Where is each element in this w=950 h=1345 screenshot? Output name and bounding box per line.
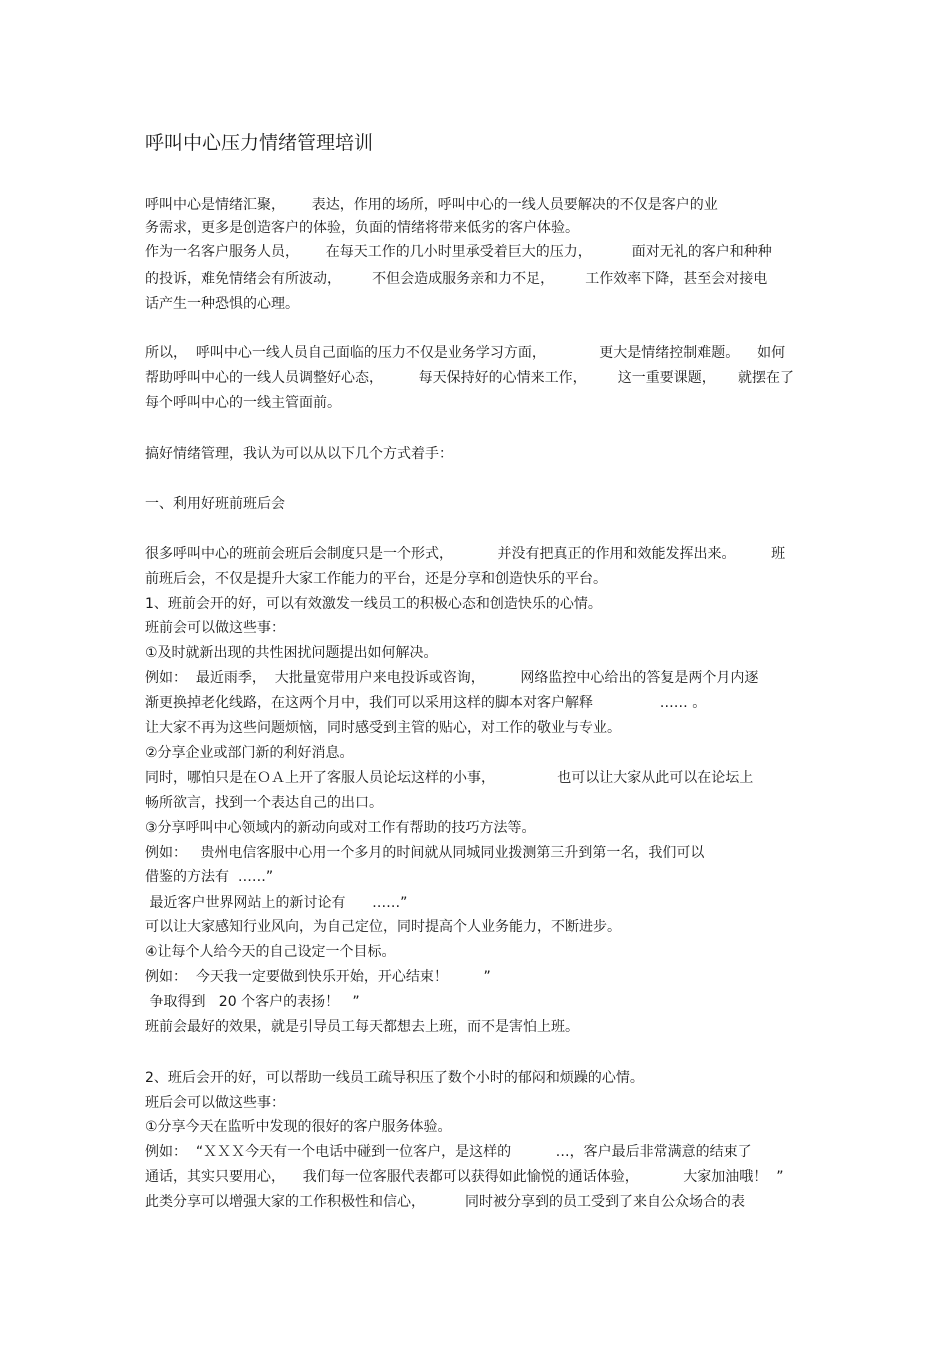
text-line: 例如： 贵州电信客服中心用一个多月的时间就从同城同业拨测第三升到第一名，我们可以	[145, 845, 705, 861]
text-line: 例如： 最近雨季， 大批量宽带用户来电投诉或咨询， 网络监控中心给出的答复是两个月内逐	[145, 670, 759, 686]
text-line: 班前会最好的效果，就是引导员工每天都想去上班，而不是害怕上班。	[145, 1019, 579, 1035]
text-line: 很多呼叫中心的班前会班后会制度只是一个形式， 并没有把真正的作用和效能发挥出来。 班	[145, 546, 786, 562]
text-line: 畅所欲言，找到一个表达自己的出口。	[145, 795, 383, 811]
text-line: 争取得到 20 个客户的表扬！ ”	[145, 994, 360, 1010]
text-line: 的投诉，难免情绪会有所波动， 不但会造成服务亲和力不足， 工作效率下降，甚至会对接电	[145, 271, 768, 287]
text-line: 让大家不再为这些问题烦恼，同时感受到主管的贴心，对工作的敬业与专业。	[145, 720, 621, 736]
text-line: 每个呼叫中心的一线主管面前。	[145, 395, 341, 411]
text-line: 班后会可以做这些事：	[145, 1095, 285, 1111]
text-line: ②分享企业或部门新的利好消息。	[145, 745, 354, 761]
text-line: 可以让大家感知行业风向，为自己定位，同时提高个人业务能力，不断进步。	[145, 919, 621, 935]
text-line: 渐更换掉老化线路，在这两个月中，我们可以采用这样的脚本对客户解释 …… 。	[145, 695, 707, 711]
text-line: 班前会可以做这些事：	[145, 620, 285, 636]
text-line: 此类分享可以增强大家的工作积极性和信心， 同时被分享到的员工受到了来自公众场合的表	[145, 1194, 746, 1210]
text-line: 1、班前会开的好，可以有效激发一线员工的积极心态和创造快乐的心情。	[145, 596, 602, 612]
text-line: 最近客户世界网站上的新讨论有 ……”	[145, 895, 408, 911]
text-line: 呼叫中心是情绪汇聚， 表达，作用的场所，呼叫中心的一线人员要解决的不仅是客户的业	[145, 197, 718, 213]
text-line: ①分享今天在监听中发现的很好的客户服务体验。	[145, 1119, 452, 1135]
text-line: 所以， 呼叫中心一线人员自己面临的压力不仅是业务学习方面， 更大是情绪控制难题。 如何	[145, 345, 786, 361]
document-title: 呼叫中心压力情绪管理培训	[145, 132, 374, 154]
text-line: 例如： “ＸＸＸ今天有一个电话中碰到一位客户，是这样的 …，客户最后非常满意的结束了	[145, 1144, 752, 1160]
text-line: 借鉴的方法有 ……”	[145, 869, 274, 885]
text-line: ①及时就新出现的共性困扰问题提出如何解决。	[145, 645, 438, 661]
text-line: 帮助呼叫中心的一线人员调整好心态， 每天保持好的心情来工作， 这一重要课题， 就摆在了	[145, 370, 795, 386]
text-line: 同时，哪怕只是在ＯＡ上开了客服人员论坛这样的小事， 也可以让大家从此可以在论坛上	[145, 770, 754, 786]
text-line: 通话，其实只要用心， 我们每一位客服代表都可以获得如此愉悦的通话体验， 大家加油哦！ ”	[145, 1169, 784, 1185]
text-line: 例如： 今天我一定要做到快乐开始，开心结束！ ”	[145, 969, 491, 985]
text-line: 搞好情绪管理，我认为可以从以下几个方式着手：	[145, 446, 453, 462]
section-heading: 一、利用好班前班后会	[145, 496, 285, 512]
text-line: 2、班后会开的好，可以帮助一线员工疏导积压了数个小时的郁闷和烦躁的心情。	[145, 1070, 644, 1086]
text-line: 作为一名客户服务人员， 在每天工作的几小时里承受着巨大的压力， 面对无礼的客户和种种	[145, 244, 772, 260]
text-line: 话产生一种恐惧的心理。	[145, 296, 299, 312]
text-line: 务需求，更多是创造客户的体验，负面的情绪将带来低劣的客户体验。	[145, 220, 579, 236]
text-line: ③分享呼叫中心领域内的新动向或对工作有帮助的技巧方法等。	[145, 820, 536, 836]
text-line: 前班后会，不仅是提升大家工作能力的平台，还是分享和创造快乐的平台。	[145, 571, 607, 587]
text-line: ④让每个人给今天的自己设定一个目标。	[145, 944, 396, 960]
